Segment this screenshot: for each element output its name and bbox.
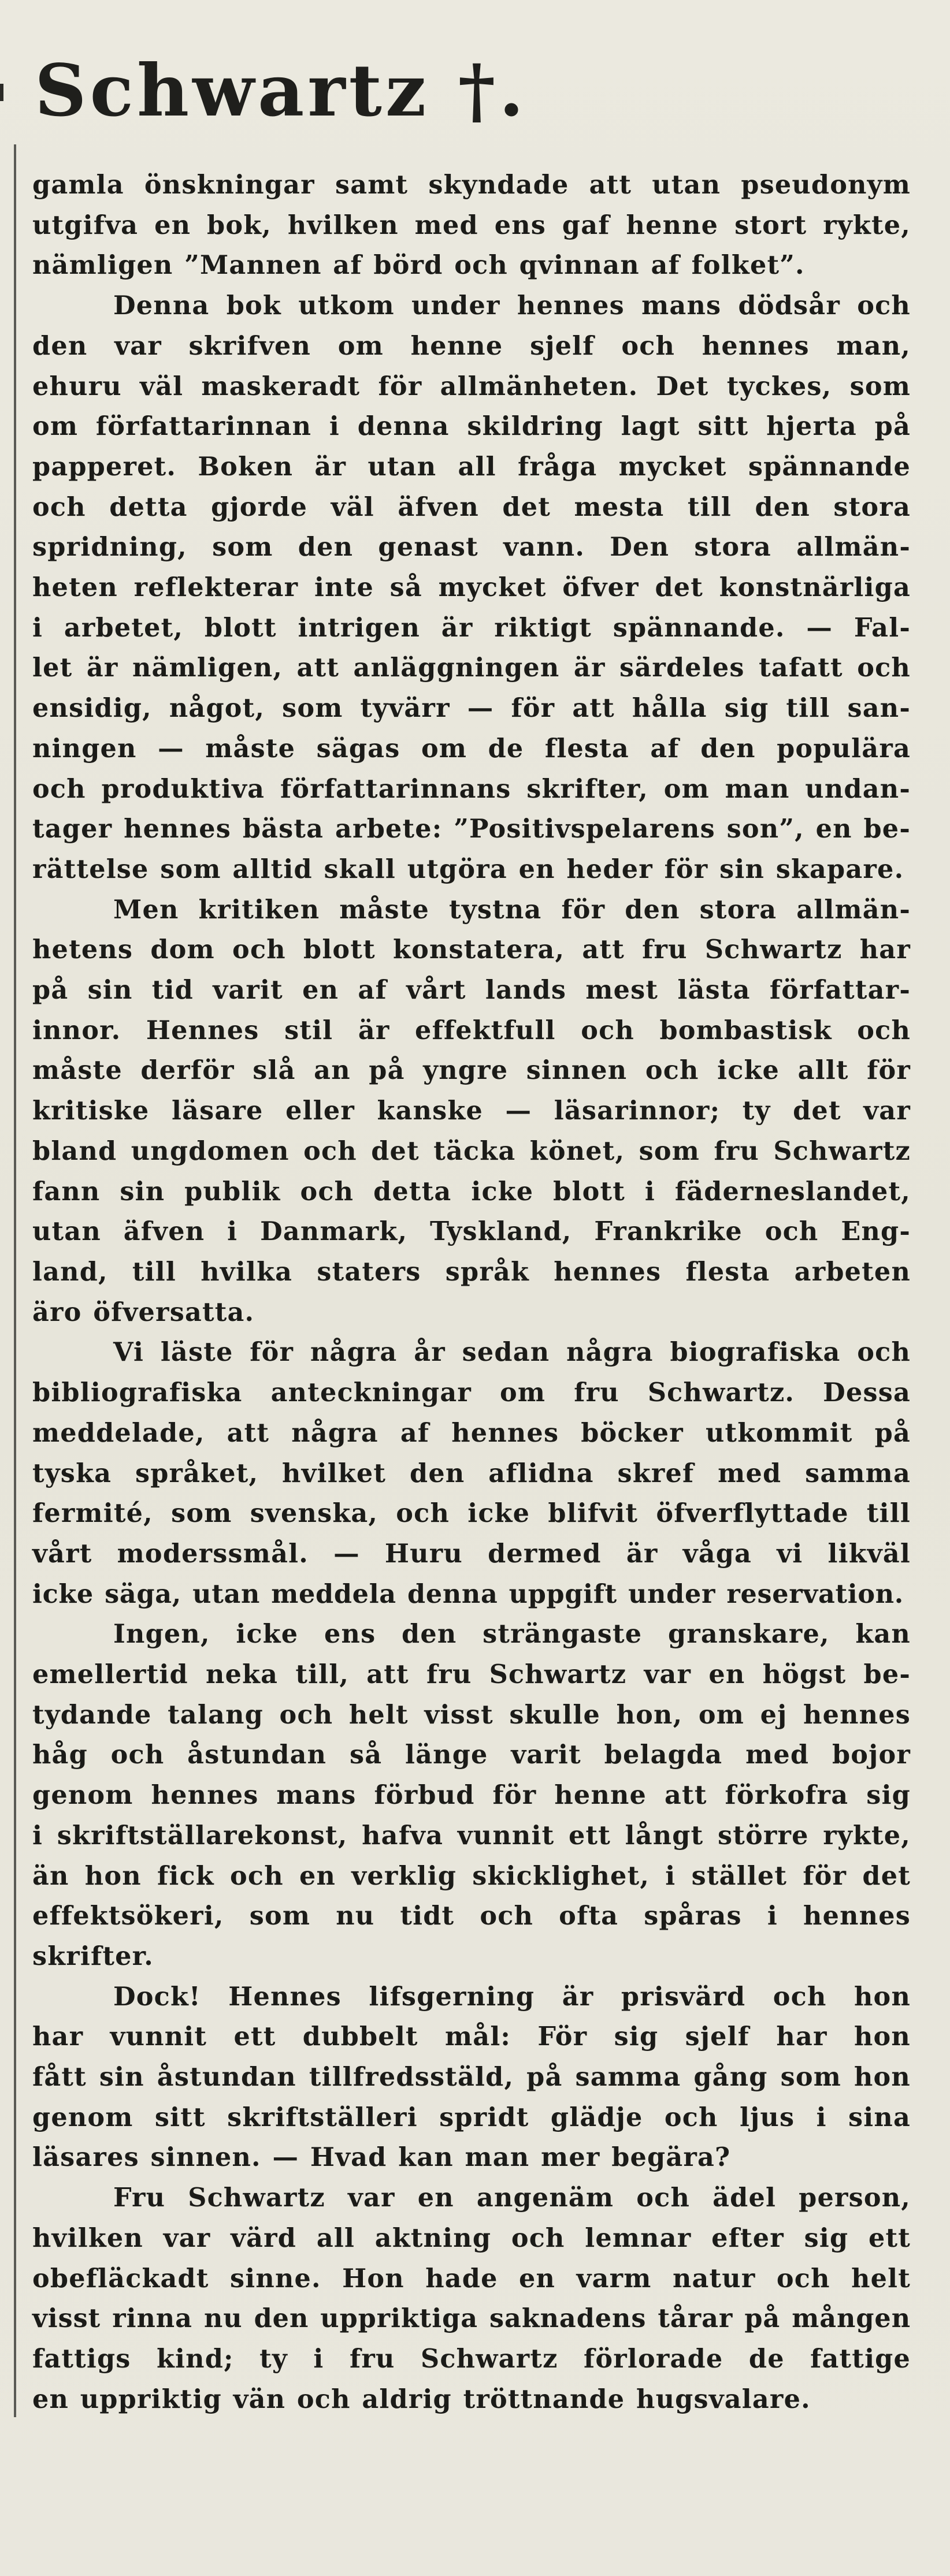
text-line: och produktiva författarinnans skrifter, om man undan- bbox=[32, 773, 911, 804]
text-line: om författarinnan i denna skildring lagt sitt hjerta på bbox=[32, 411, 911, 442]
text-line: utgifva en bok, hvilken med ens gaf henne stort rykte, bbox=[32, 210, 911, 240]
text-line: icke säga, utan meddela denna uppgift under reservation. bbox=[32, 1579, 904, 1609]
text-line: tager hennes bästa arbete: ”Positivspelarens son”, en be- bbox=[32, 814, 911, 844]
text-line: Ingen, icke ens den strängaste granskare, kan bbox=[113, 1619, 911, 1650]
text-line: ehuru väl maskeradt för allmänheten. Det tyckes, som bbox=[32, 371, 911, 401]
text-line: Fru Schwartz var en angenäm och ädel person, bbox=[113, 2183, 911, 2213]
text-line: genom hennes mans förbud för henne att förkofra sig bbox=[32, 1780, 911, 1811]
text-line: vårt moderssmål. — Huru dermed är våga vi likväl bbox=[32, 1538, 911, 1569]
text-line: bibliografiska anteckningar om fru Schwartz. Dessa bbox=[32, 1378, 911, 1408]
text-line: genom sitt skriftställeri spridt glädje och ljus i sina bbox=[32, 2102, 911, 2132]
text-line: den var skrifven om henne sjelf och hennes man, bbox=[32, 330, 911, 361]
text-line: skrifter. bbox=[32, 1941, 154, 1971]
text-line: Vi läste för några år sedan några biografiska och bbox=[113, 1337, 911, 1368]
text-line: fått sin åstundan tillfredsstäld, på samma gång som hon bbox=[32, 2062, 911, 2093]
text-line: hvilken var värd all aktning och lemnar efter sig ett bbox=[32, 2223, 911, 2253]
text-line: gamla önskningar samt skyndade att utan pseudonym bbox=[32, 170, 911, 200]
text-line: fermité, som svenska, och icke blifvit öfverflyttade till bbox=[32, 1498, 911, 1529]
text-line: emellertid neka till, att fru Schwartz var en högst be- bbox=[32, 1659, 911, 1690]
text-line: Denna bok utkom under hennes mans dödsår och bbox=[113, 291, 911, 321]
text-line: fann sin publik och detta icke blott i fäderneslandet, bbox=[32, 1176, 911, 1207]
text-line: har vunnit ett dubbelt mål: För sig sjelf har hon bbox=[32, 2022, 911, 2052]
text-line: papperet. Boken är utan all fråga mycket spännande bbox=[32, 451, 911, 482]
text-line: och detta gjorde väl äfven det mesta till den stora bbox=[32, 492, 911, 522]
text-line: visst rinna nu den uppriktiga saknadens tårar på mången bbox=[32, 2303, 911, 2334]
text-line: utan äfven i Danmark, Tyskland, Frankrike och Eng- bbox=[32, 1216, 911, 1247]
text-line: obefläckadt sinne. Hon hade en varm natur och helt bbox=[32, 2263, 911, 2294]
text-line: på sin tid varit en af vårt lands mest lästa författar- bbox=[32, 975, 911, 1006]
text-line: meddelade, att några af hennes böcker utkommit på bbox=[32, 1417, 911, 1448]
text-line: bland ungdomen och det täcka könet, som fru Schwartz bbox=[32, 1136, 911, 1166]
text-line: heten reflekterar inte så mycket öfver det konstnärliga bbox=[32, 572, 911, 603]
text-line: ensidig, något, som tyvärr — för att hålla sig till san- bbox=[32, 693, 911, 724]
text-line: ningen — måste sägas om de flesta af den populära bbox=[32, 733, 911, 764]
text-line: håg och åstundan så länge varit belagda med bojor bbox=[32, 1740, 911, 1770]
article-title: Schwartz †. bbox=[35, 49, 528, 133]
text-line: let är nämligen, att anläggningen är särdeles tafatt och bbox=[32, 653, 911, 683]
text-line: äro öfversatta. bbox=[32, 1297, 255, 1327]
column-rule bbox=[14, 144, 16, 2417]
text-line: läsares sinnen. — Hvad kan man mer begära? bbox=[32, 2142, 731, 2173]
text-line: tyska språket, hvilket den aflidna skref med samma bbox=[32, 1458, 911, 1488]
text-line: tydande talang och helt visst skulle hon, om ej hennes bbox=[32, 1699, 911, 1730]
text-line: effektsökeri, som nu tidt och ofta spåras i hennes bbox=[32, 1901, 911, 1931]
text-line: en uppriktig vän och aldrig tröttnande hugsvalare. bbox=[32, 2384, 811, 2414]
text-line: i skriftställarekonst, hafva vunnit ett långt större rykte, bbox=[32, 1820, 911, 1851]
article-body bbox=[32, 165, 911, 2419]
page-edge-mark bbox=[0, 84, 3, 101]
text-line: Men kritiken måste tystna för den stora allmän- bbox=[113, 894, 911, 925]
text-line: hetens dom och blott konstatera, att fru Schwartz har bbox=[32, 935, 911, 965]
text-line: land, till hvilka staters språk hennes flesta arbeten bbox=[32, 1256, 911, 1287]
text-line: innor. Hennes stil är effektfull och bombastisk och bbox=[32, 1015, 911, 1045]
text-line: nämligen ”Mannen af börd och qvinnan af folket”. bbox=[32, 250, 805, 281]
text-line: fattigs kind; ty i fru Schwartz förlorade de fattige bbox=[32, 2343, 911, 2374]
text-line: Dock! Hennes lifsgerning är prisvärd och hon bbox=[113, 1981, 911, 2012]
text-line: än hon fick och en verklig skicklighet, i stället för det bbox=[32, 1860, 911, 1891]
text-line: kritiske läsare eller kanske — läsarinnor; ty det var bbox=[32, 1096, 911, 1126]
text-line: i arbetet, blott intrigen är riktigt spännande. — Fal- bbox=[32, 612, 911, 643]
text-line: måste derför slå an på yngre sinnen och icke allt för bbox=[32, 1055, 911, 1086]
text-line: spridning, som den genast vann. Den stora allmän- bbox=[32, 532, 911, 563]
text-line: rättelse som alltid skall utgöra en heder för sin skapare. bbox=[32, 854, 904, 884]
